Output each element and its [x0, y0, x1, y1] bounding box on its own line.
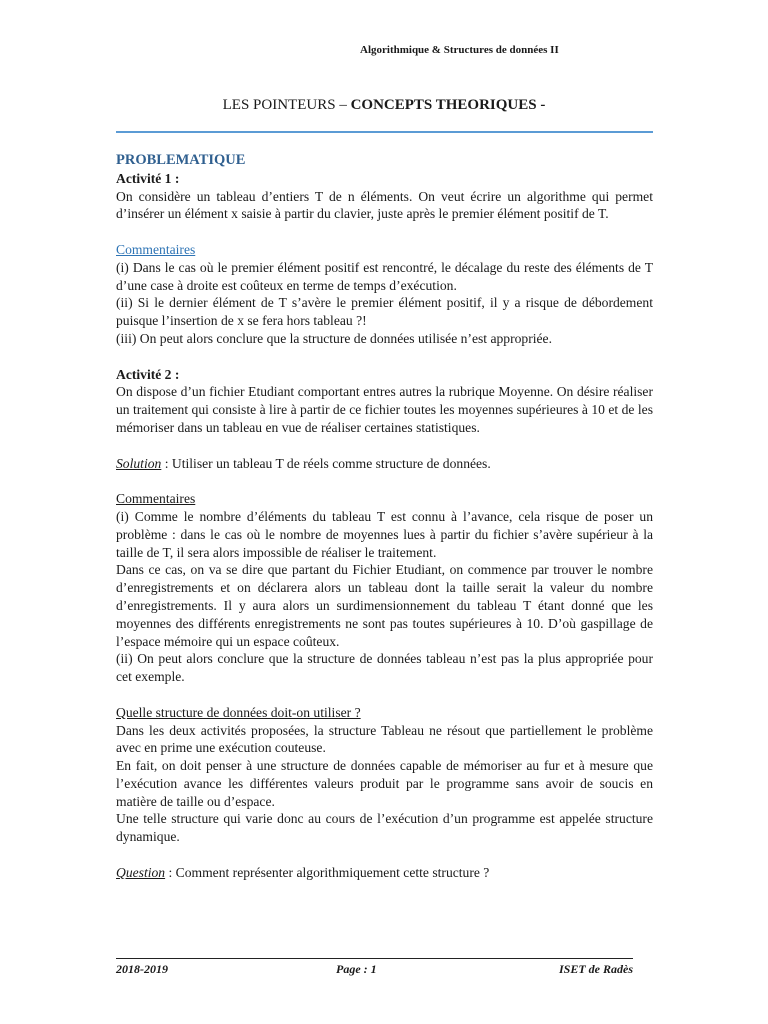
- activite-1-text: On considère un tableau d’entiers T de n éléments. On veut écrire un algorithme qui permet d’insérer un élément x saisie à partir du clavier, juste après le premier élément positif de T.: [116, 188, 653, 222]
- quelle-structure-item: En fait, on doit penser à une structure de données capable de mémoriser au fur et à mesure que l’exécution avance les différentes valeurs produit par le programme sans avoir de soucis en matière de taille ou d’espace.: [116, 758, 653, 809]
- commentaires-2-label: [116, 490, 653, 508]
- commentaires-1-item: (i) Dans le cas où le premier élément positif est rencontré, le décalage du reste des éléments de T d’une case à droite est coûteux en terme de temps d’exécution.: [116, 259, 653, 293]
- commentaires-1-label-text: Commentaires: [116, 241, 196, 257]
- footer-year: 2018-2019: [116, 962, 168, 976]
- solution-label: Solution: [116, 455, 162, 471]
- question-paragraph: [116, 864, 653, 882]
- spacer: [116, 686, 653, 704]
- footer-rule: [116, 958, 633, 959]
- spacer: [116, 846, 653, 864]
- footer-institution: ISET de Radès: [558, 962, 633, 976]
- commentaires-1-item: (ii) Si le dernier élément de T s’avère le premier élément positif, il y a risque de débordement puisque l’insertion de x se fera hors tableau ?!: [116, 295, 653, 329]
- commentaires-1-label: [116, 241, 653, 259]
- title-part-1: LES POINTEURS –: [222, 97, 351, 113]
- solution-text: : Utiliser un tableau T de réels comme structure de données.: [161, 455, 491, 471]
- title-part-2: CONCEPTS THEORIQUES -: [350, 97, 546, 113]
- commentaires-1-item: (iii) On peut alors conclure que la structure de données utilisée n’est appropriée.: [116, 330, 552, 346]
- activite-2-text: On dispose d’un fichier Etudiant comportant entres autres la rubrique Moyenne. On désire réaliser un traitement qui consiste à lire à partir de ce fichier toutes les moyennes supérieures à 10 et de les mémoriser dans un tableau en vue de réaliser certaines statistiques.: [116, 384, 653, 435]
- document-title: [0, 97, 768, 114]
- title-rule: [116, 131, 653, 133]
- commentaires-2-item: Dans ce cas, on va se dire que partant du Fichier Etudiant, on commence par trouver le nombre d’enregistrements et on déclarera alors un tableau dont la taille serait la valeur du nombre d’enregistrements. Il y aura alors un surdimensionnement du tableau T étant donné que les moyennes des différents enregistrements ne sont pas toutes supérieures à 10. D’où gaspillage de l’espace mémoire qui un espace coûteux.: [116, 562, 653, 649]
- page-footer: [116, 962, 633, 978]
- quelle-structure-label: [116, 704, 653, 722]
- commentaires-2-label-text: Commentaires: [116, 491, 196, 507]
- footer-page-number: Page : 1: [336, 962, 377, 976]
- document-body: [116, 152, 653, 882]
- spacer: [116, 437, 653, 455]
- spacer: [116, 223, 653, 241]
- running-header: Algorithmique & Structures de données II: [360, 44, 559, 56]
- section-heading: PROBLEMATIQUE: [116, 152, 246, 168]
- commentaires-2-item: (i) Comme le nombre d’éléments du tableau T est connu à l’avance, cela risque de poser un problème : dans le cas où le nombre de moyennes lues à partir du fichier s’avère supérieur à la taille de T, il sera alors impossible de réaliser le traitement.: [116, 508, 653, 560]
- solution-paragraph: [116, 455, 653, 473]
- question-label: Question: [116, 864, 166, 880]
- quelle-structure-label-text: Quelle structure de données doit-on utiliser ?: [116, 704, 361, 720]
- question-text: : Comment représenter algorithmiquement cette structure ?: [165, 864, 490, 880]
- activite-2-label: Activité 2 :: [116, 366, 180, 382]
- spacer: [116, 472, 653, 490]
- commentaires-2-item: (ii) On peut alors conclure que la structure de données tableau n’est pas la plus appropriée pour cet exemple.: [116, 651, 653, 685]
- quelle-structure-item: Dans les deux activités proposées, la structure Tableau ne résout que partiellement le problème avec en prime une exécution couteuse.: [116, 722, 653, 756]
- quelle-structure-item: Une telle structure qui varie donc au cours de l’exécution d’un programme est appelée structure dynamique.: [116, 811, 653, 845]
- activite-1-label: Activité 1 :: [116, 170, 180, 186]
- spacer: [116, 348, 653, 366]
